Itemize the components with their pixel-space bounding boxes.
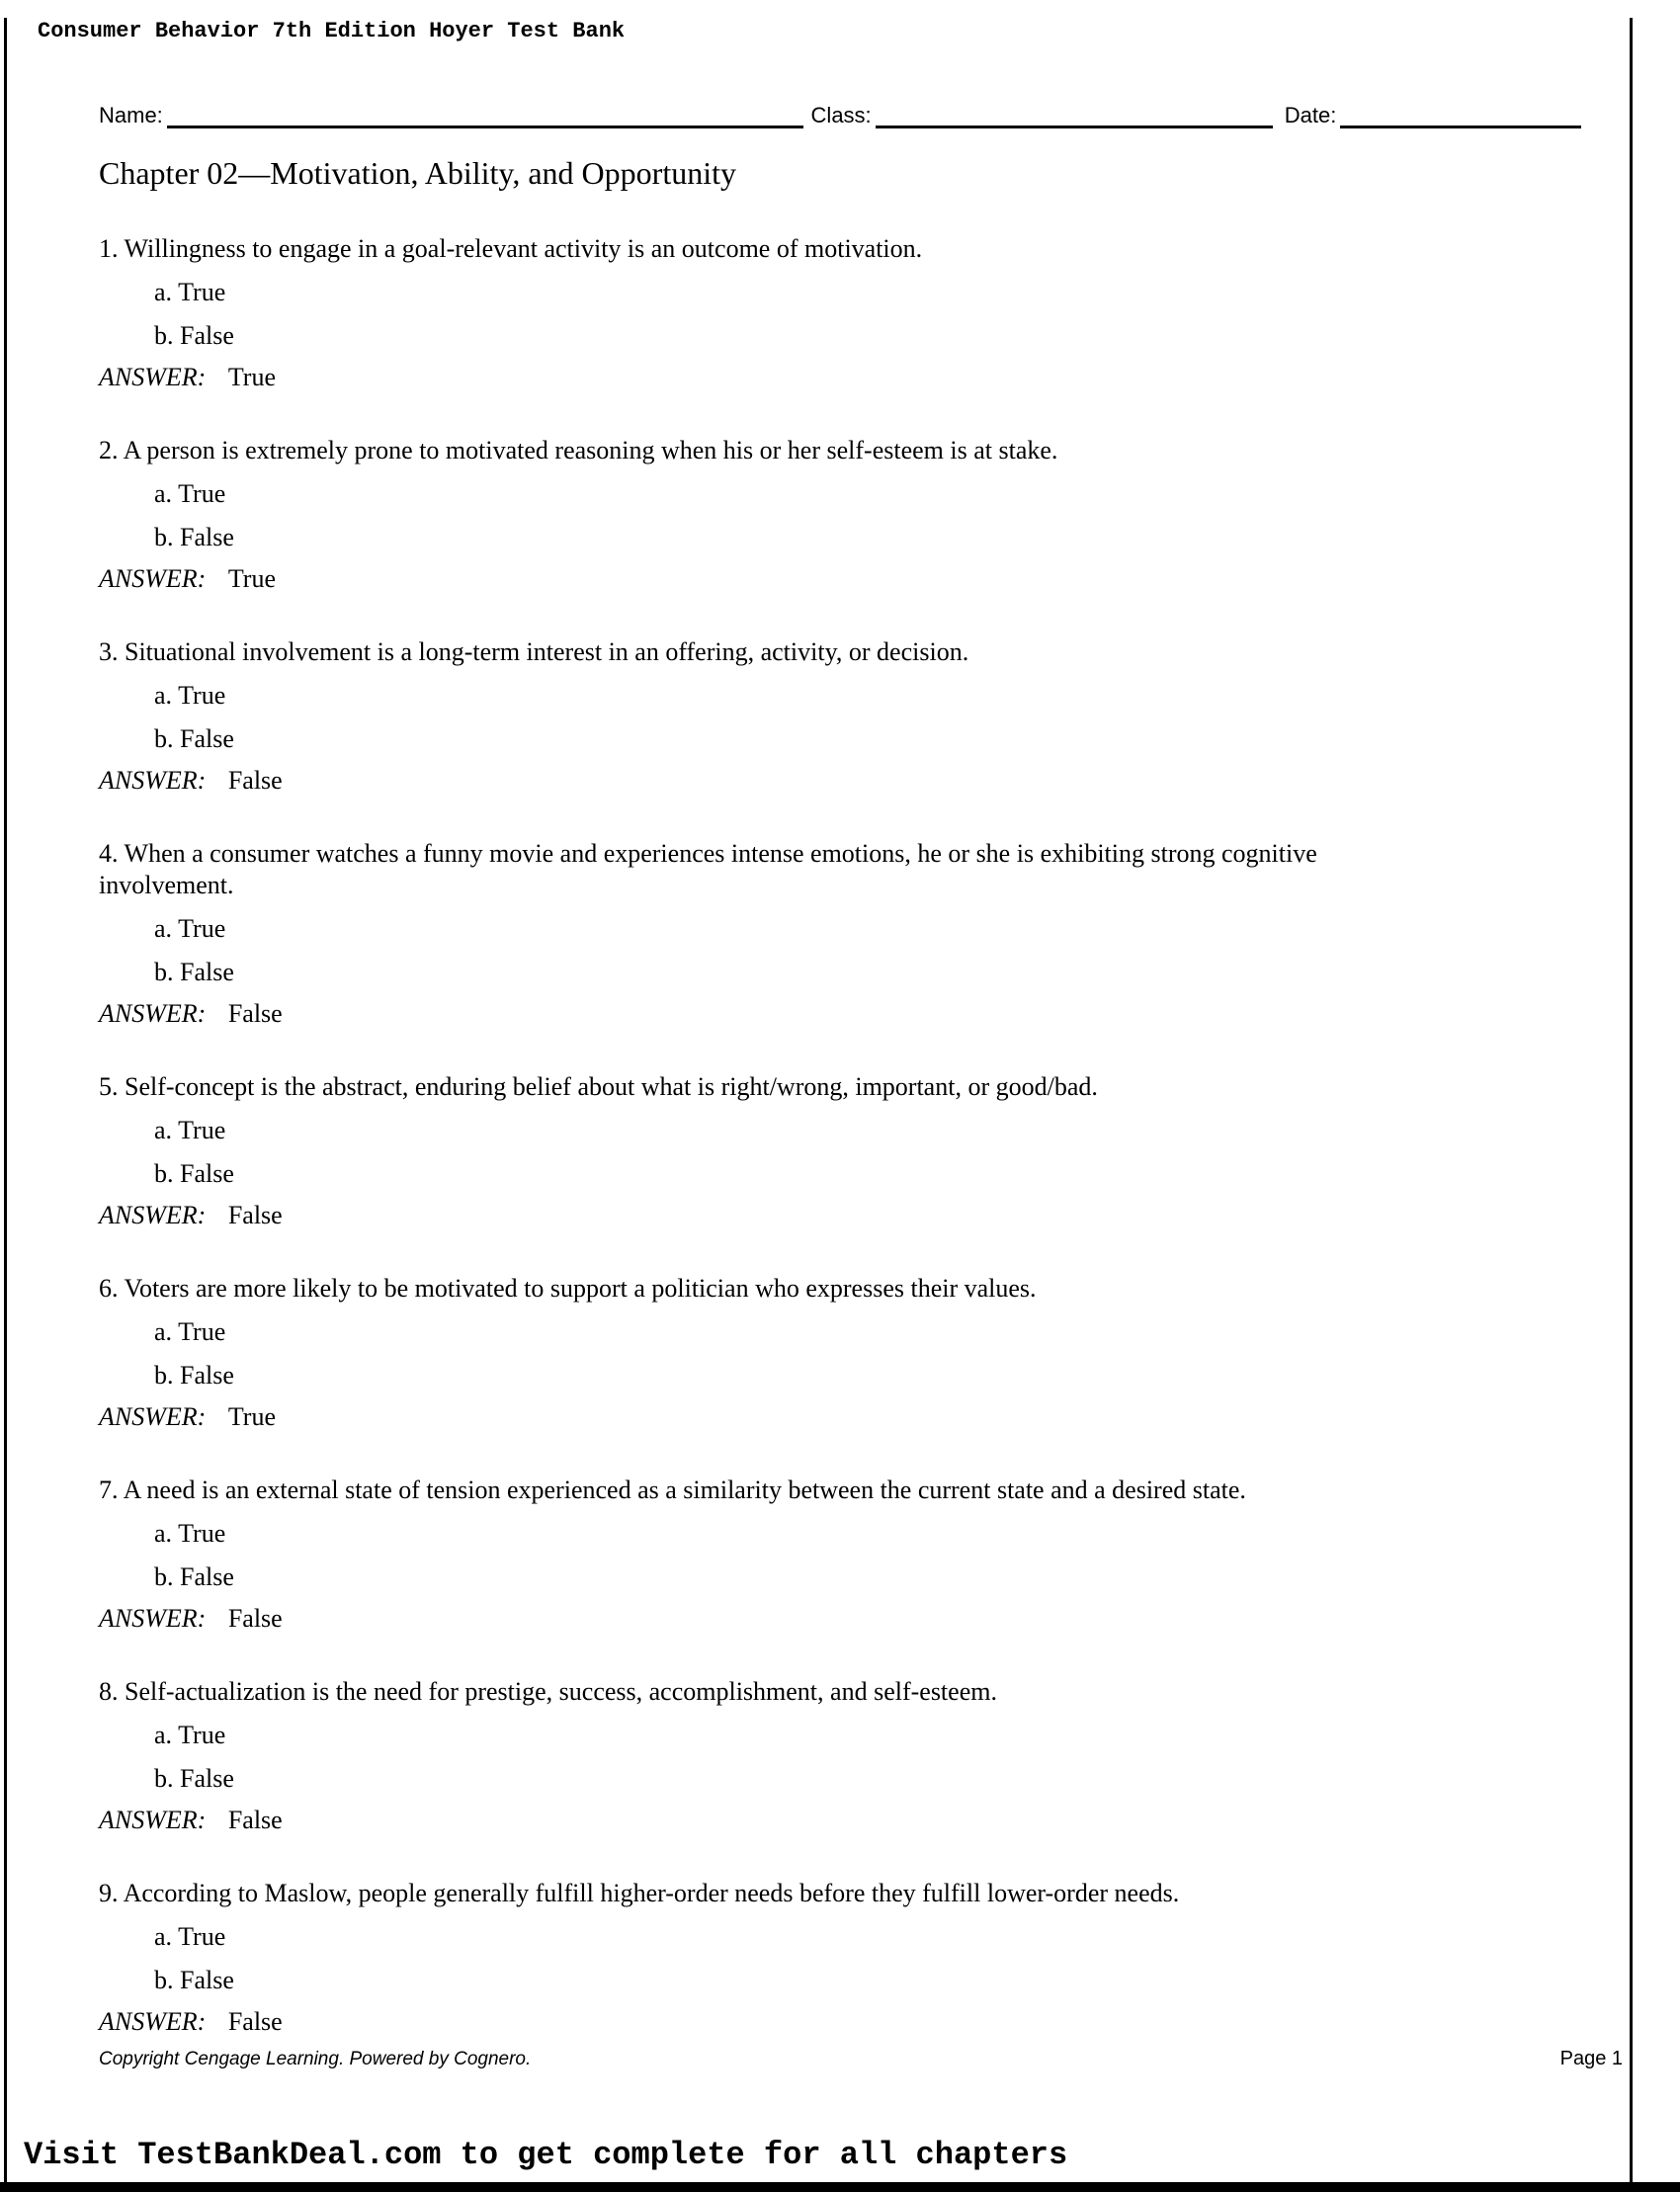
question-text: [99, 636, 1680, 668]
question-block: [99, 838, 1680, 1030]
question-option: a. True: [154, 914, 226, 943]
page-number: Page 1: [1559, 2048, 1623, 2069]
question-options: [99, 1720, 1680, 1795]
question-text: [99, 233, 1680, 265]
answer-label: ANSWER:: [99, 2007, 207, 2036]
bottom-black-bar: [0, 2182, 1680, 2192]
question-block: [99, 1475, 1680, 1635]
name-label: Name:: [99, 103, 163, 127]
answer-label: ANSWER:: [99, 1806, 207, 1834]
answer-row: [99, 1603, 1680, 1635]
question-option: b. False: [154, 1361, 234, 1390]
answer-label: ANSWER:: [99, 766, 207, 795]
class-input-line: [876, 96, 1273, 128]
answer-row: [99, 1200, 1680, 1231]
answer-label: ANSWER:: [99, 1604, 207, 1633]
answer-value: False: [227, 2007, 283, 2036]
question-option: a. True: [154, 479, 226, 508]
answer-label: ANSWER:: [99, 1402, 207, 1431]
answer-value: False: [227, 1806, 283, 1834]
question-text: [99, 1071, 1680, 1103]
question-options: [99, 680, 1680, 755]
questions-list: [99, 233, 1680, 2038]
question-text-line: involvement.: [99, 871, 234, 899]
answer-value: True: [227, 564, 276, 593]
name-input-line: [167, 96, 803, 128]
answer-row: [99, 998, 1680, 1030]
question-option: a. True: [154, 1519, 226, 1548]
question-block: [99, 1676, 1680, 1836]
question-options: [99, 1921, 1680, 1996]
question-option: b. False: [154, 958, 234, 986]
question-text-line: 3. Situational involvement is a long-term interest in an offering, activity, or decision.: [99, 637, 969, 666]
question-option: b. False: [154, 724, 234, 753]
question-text-line: 6. Voters are more likely to be motivated to support a politician who expresses their values.: [99, 1274, 1037, 1303]
question-options: [99, 1518, 1680, 1593]
answer-label: ANSWER:: [99, 564, 207, 593]
question-options: [99, 277, 1680, 352]
question-text: [99, 1475, 1680, 1506]
answer-value: False: [227, 1201, 283, 1229]
page-left-border: [4, 18, 7, 2192]
answer-value: False: [227, 999, 283, 1028]
question-text-line: 1. Willingness to engage in a goal-relevant activity is an outcome of motivation.: [99, 234, 923, 263]
question-option: a. True: [154, 1922, 226, 1951]
document-header-title[interactable]: Consumer Behavior 7th Edition Hoyer Test Bank: [38, 19, 626, 43]
question-options: [99, 1316, 1680, 1391]
question-option: b. False: [154, 523, 234, 551]
answer-value: False: [227, 766, 283, 795]
chapter-title: Chapter 02—Motivation, Ability, and Opportunity: [99, 155, 736, 191]
answer-value: False: [227, 1604, 283, 1633]
question-block: [99, 1878, 1680, 2038]
page-footer: [99, 2048, 1623, 2070]
question-option: b. False: [154, 1562, 234, 1591]
question-text-line: 5. Self-concept is the abstract, enduring belief about what is right/wrong, important, or good/bad.: [99, 1072, 1098, 1101]
answer-row: [99, 1805, 1680, 1836]
question-text: [99, 1273, 1680, 1305]
date-label: Date:: [1284, 103, 1337, 127]
answer-value: True: [227, 363, 276, 391]
name-class-date-row: [99, 95, 1581, 128]
question-options: [99, 1115, 1680, 1190]
question-text-line: 8. Self-actualization is the need for prestige, success, accomplishment, and self-esteem.: [99, 1677, 997, 1706]
answer-row: [99, 765, 1680, 797]
date-input-line: [1340, 96, 1581, 128]
question-text-line: 4. When a consumer watches a funny movie and experiences intense emotions, he or she is exhibiting strong cognitive: [99, 839, 1317, 868]
question-text: [99, 1878, 1680, 1909]
answer-label: ANSWER:: [99, 999, 207, 1028]
answer-row: [99, 1401, 1680, 1433]
copyright-text: Copyright Cengage Learning. Powered by Cognero.: [99, 2049, 532, 2069]
question-text-line: 7. A need is an external state of tension experienced as a similarity between the current state and a desired state.: [99, 1475, 1246, 1504]
testbankdeal-banner-link[interactable]: Visit TestBankDeal.com to get complete for all chapters: [24, 2137, 1068, 2173]
question-option: a. True: [154, 278, 226, 306]
question-block: [99, 636, 1680, 797]
question-option: b. False: [154, 321, 234, 350]
question-block: [99, 435, 1680, 595]
answer-row: [99, 563, 1680, 595]
question-text: [99, 838, 1680, 901]
answer-row: [99, 362, 1680, 393]
class-label: Class:: [810, 103, 872, 127]
question-option: b. False: [154, 1764, 234, 1793]
question-option: b. False: [154, 1159, 234, 1188]
question-option: a. True: [154, 1116, 226, 1144]
question-text-line: 2. A person is extremely prone to motivated reasoning when his or her self-esteem is at stake.: [99, 436, 1058, 464]
question-options: [99, 478, 1680, 553]
question-block: [99, 233, 1680, 393]
question-block: [99, 1273, 1680, 1433]
question-option: a. True: [154, 1317, 226, 1346]
document-page: [0, 18, 1680, 2192]
question-option: b. False: [154, 1966, 234, 1994]
answer-row: [99, 2006, 1680, 2038]
question-text-line: 9. According to Maslow, people generally fulfill higher-order needs before they fulfill lower-order needs.: [99, 1879, 1180, 1907]
question-options: [99, 913, 1680, 988]
question-option: a. True: [154, 681, 226, 710]
question-block: [99, 1071, 1680, 1231]
answer-label: ANSWER:: [99, 1201, 207, 1229]
question-option: a. True: [154, 1721, 226, 1749]
question-text: [99, 1676, 1680, 1708]
question-text: [99, 435, 1680, 466]
answer-label: ANSWER:: [99, 363, 207, 391]
page-right-border: [1630, 18, 1633, 2192]
answer-value: True: [227, 1402, 276, 1431]
